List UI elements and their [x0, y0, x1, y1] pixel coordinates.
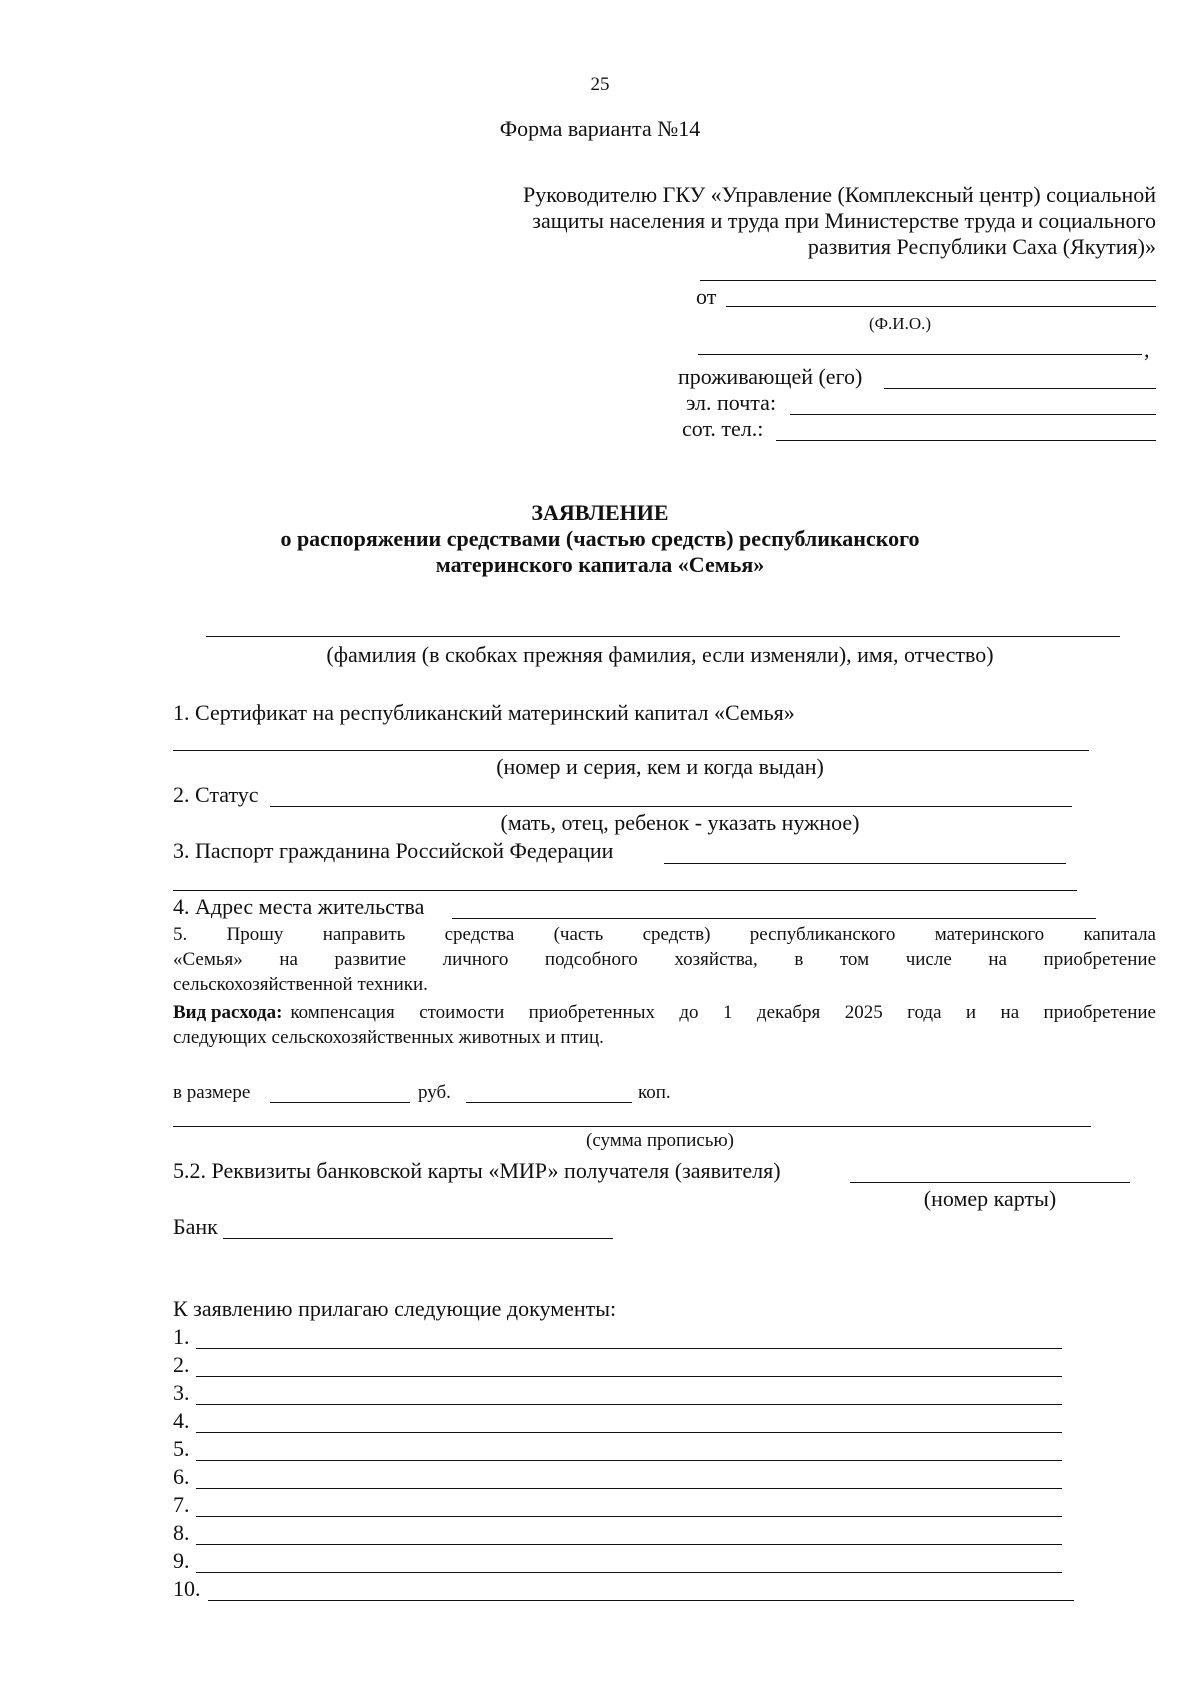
address-label: 4. Адрес места жительства	[173, 894, 425, 919]
attachment-number: 1.	[173, 1324, 190, 1349]
attachment-field[interactable]	[196, 1516, 1062, 1517]
document-title: ЗАЯВЛЕНИЕ	[531, 500, 669, 525]
attachment-field[interactable]	[196, 1348, 1062, 1349]
amount-words-hint: (сумма прописью)	[586, 1130, 734, 1151]
attachment-field[interactable]	[196, 1572, 1062, 1573]
amount-words-field[interactable]	[173, 1126, 1091, 1127]
from-label: от	[696, 284, 717, 309]
document-subtitle-line-2: материнского капитала «Семья»	[435, 552, 765, 577]
attachment-field[interactable]	[196, 1488, 1062, 1489]
fio-field[interactable]	[726, 306, 1156, 307]
certificate-field[interactable]	[173, 750, 1089, 751]
residing-label: проживающей (его)	[678, 364, 863, 389]
addressee-line-1: Руководителю ГКУ «Управление (Комплексный центр) социальной	[522, 182, 1156, 207]
name-continuation-line[interactable]	[698, 354, 1142, 355]
expense-line-1	[173, 1000, 1156, 1025]
passport-field-continued[interactable]	[173, 890, 1077, 891]
phone-label: сот. тел.:	[682, 416, 764, 441]
attachment-field[interactable]	[196, 1544, 1062, 1545]
applicant-fullname-field[interactable]	[206, 636, 1120, 637]
card-number-field[interactable]	[850, 1182, 1130, 1183]
addressee-line-2: защиты населения и труда при Министерстве труда и социального	[532, 208, 1156, 233]
amount-kop-field[interactable]	[466, 1102, 632, 1103]
page-number: 25	[590, 74, 610, 95]
card-number-hint: (номер карты)	[923, 1186, 1057, 1211]
status-field[interactable]	[270, 806, 1072, 807]
card-label: 5.2. Реквизиты банковской карты «МИР» получателя (заявителя)	[173, 1158, 781, 1183]
kop-label: коп.	[638, 1082, 671, 1103]
request-line-1: 5. Прошу направить средства (часть средств) республиканского материнского капитала	[173, 924, 1156, 945]
attachment-number: 6.	[173, 1464, 190, 1489]
attachment-field[interactable]	[196, 1432, 1062, 1433]
certificate-label: 1. Сертификат на республиканский материнский капитал «Семья»	[173, 700, 795, 725]
amount-rub-field[interactable]	[270, 1102, 410, 1103]
residing-field[interactable]	[884, 388, 1156, 389]
attachments-intro: К заявлению прилагаю следующие документы:	[173, 1296, 617, 1321]
email-field[interactable]	[790, 414, 1156, 415]
status-hint: (мать, отец, ребенок - указать нужное)	[500, 810, 860, 835]
request-line-3: сельскохозяйственной техники.	[173, 974, 428, 995]
status-label: 2. Статус	[173, 782, 259, 807]
amount-label: в размере	[173, 1082, 251, 1103]
attachment-field[interactable]	[196, 1404, 1062, 1405]
attachment-number: 10.	[173, 1576, 201, 1601]
form-variant-label: Форма варианта №14	[499, 116, 701, 141]
rub-label: руб.	[418, 1082, 451, 1103]
applicant-blank-line[interactable]	[700, 280, 1156, 281]
attachment-field[interactable]	[196, 1376, 1062, 1377]
expense-line-2: следующих сельскохозяйственных животных и птиц.	[173, 1027, 604, 1048]
comma-mark: ,	[1144, 337, 1150, 362]
expense-type-text: компенсация стоимости приобретенных до 1 декабря 2025 года и на приобретение	[290, 1002, 1156, 1023]
passport-label: 3. Паспорт гражданина Российской Федерации	[173, 838, 614, 863]
attachment-field[interactable]	[208, 1600, 1074, 1601]
fio-hint: (Ф.И.О.)	[868, 314, 932, 333]
email-label: эл. почта:	[686, 390, 777, 415]
attachment-field[interactable]	[196, 1460, 1062, 1461]
address-field[interactable]	[452, 918, 1096, 919]
attachment-number: 8.	[173, 1520, 190, 1545]
document-subtitle-line-1: о распоряжении средствами (частью средств) республиканского	[280, 526, 920, 551]
applicant-fullname-hint: (фамилия (в скобках прежняя фамилия, если изменяли), имя, отчество)	[326, 642, 994, 667]
attachment-number: 9.	[173, 1548, 190, 1573]
bank-field[interactable]	[223, 1238, 613, 1239]
bank-label: Банк	[173, 1214, 218, 1239]
phone-field[interactable]	[776, 440, 1156, 441]
attachment-number: 4.	[173, 1408, 190, 1433]
attachment-number: 5.	[173, 1436, 190, 1461]
attachment-number: 3.	[173, 1380, 190, 1405]
attachment-number: 7.	[173, 1492, 190, 1517]
request-line-2: «Семья» на развитие личного подсобного хозяйства, в том числе на приобретение	[173, 949, 1156, 970]
certificate-hint: (номер и серия, кем и когда выдан)	[496, 754, 824, 779]
expense-type-label: Вид расхода:	[173, 1002, 283, 1023]
passport-field[interactable]	[664, 863, 1066, 864]
addressee-line-3: развития Республики Саха (Якутия)»	[807, 234, 1156, 259]
attachment-number: 2.	[173, 1352, 190, 1377]
